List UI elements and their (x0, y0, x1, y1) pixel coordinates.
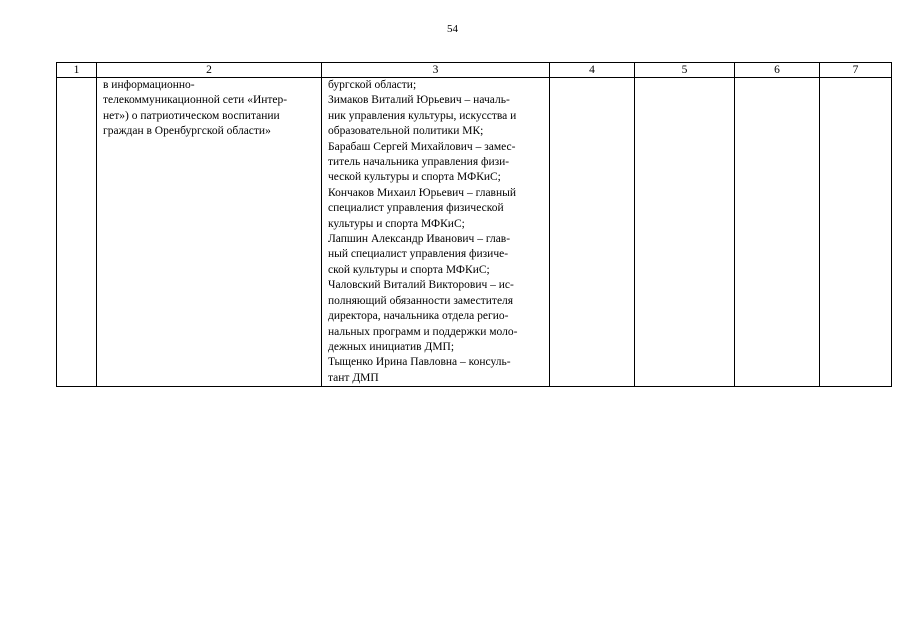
document-table (56, 62, 892, 387)
column-header-2: 2 (97, 63, 322, 78)
column-header-3: 3 (322, 63, 550, 78)
table-cell-col1 (57, 78, 97, 387)
table-cell-col7 (820, 78, 892, 387)
table-cell-col3 (322, 78, 550, 387)
column-header-7: 7 (820, 63, 892, 78)
column-header-1: 1 (57, 63, 97, 78)
table-cell-col5 (635, 78, 735, 387)
table-header-row (57, 63, 892, 78)
table-cell-col2 (97, 78, 322, 387)
event-description-text: в информационно- телекоммуникационной сети «Интер- нет») о патриотическом воспитании граждан в Оренбургской области» (103, 79, 288, 138)
responsible-persons-text: бургской области; Зимаков Виталий Юрьевич – началь- ник управления культуры, искусства и образовательной политики МК; Барабаш Сергей Михайлович – замес- титель начальника управления физи- ческой культуры и спорта МФКиС; Кончаков Михаил Юрьевич – главный специалист управления физической культуры и спорта МФКиС; Лапшин Александр Иванович – глав- ный специалист управления физиче- ской культуры и спорта МФКиС; Чаловский Виталий Викторович – ис- полняющий обязанности заместителя директора, начальника отдела регио- нальных программ и поддержки моло- дежных инициатив ДМП; Тыщенко Ирина Павловна – консуль- тант ДМП (328, 79, 518, 384)
table-cell-col4 (550, 78, 635, 387)
column-header-4: 4 (550, 63, 635, 78)
table-row (57, 78, 892, 387)
column-header-5: 5 (635, 63, 735, 78)
page-number: 54 (447, 23, 458, 35)
table-cell-col6 (735, 78, 820, 387)
column-header-6: 6 (735, 63, 820, 78)
